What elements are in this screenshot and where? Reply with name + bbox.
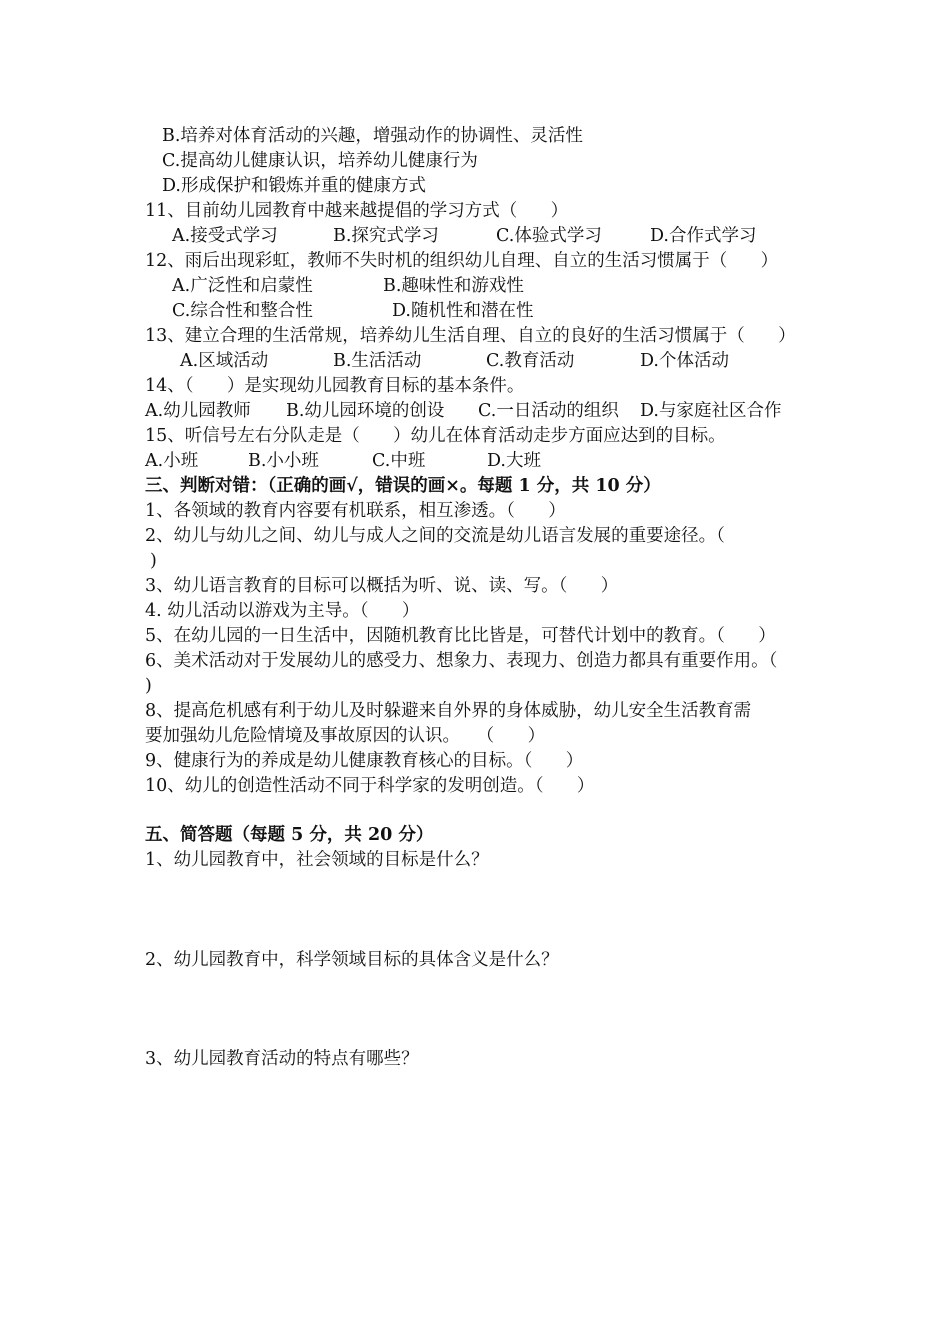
q12-option-d: D.随机性和潜在性 bbox=[392, 301, 534, 321]
q11-option-d: D.合作式学习 bbox=[650, 226, 757, 246]
q14-stem: 14、（ ）是实现幼儿园教育目标的基本条件。 bbox=[145, 376, 525, 396]
q13-stem: 13、建立合理的生活常规，培养幼儿生活自理、自立的良好的生活习惯属于（ ） bbox=[145, 326, 796, 346]
section3-title: 三、判断对错：（正确的画√，错误的画×。每题 1 分，共 10 分） bbox=[145, 476, 661, 496]
short-answer-2: 2、幼儿园教育中，科学领域目标的具体含义是什么？ bbox=[145, 950, 559, 970]
tf-question-2: 2、幼儿与幼儿之间、幼儿与成人之间的交流是幼儿语言发展的重要途径。（ bbox=[145, 526, 725, 546]
q12-option-a: A.广泛性和启蒙性 bbox=[172, 276, 313, 296]
q13-option-c: C.教育活动 bbox=[486, 351, 575, 371]
section5-title: 五、简答题（每题 5 分，共 20 分） bbox=[145, 825, 434, 845]
tf-question-9: 9、健康行为的养成是幼儿健康教育核心的目标。（ ） bbox=[145, 751, 584, 771]
tf-question-6: 6、美术活动对于发展幼儿的感受力、想象力、表现力、创造力都具有重要作用。（ bbox=[145, 651, 778, 671]
tf-question-8-cont: 要加强幼儿危险情境及事故原因的认识。 （ ） bbox=[145, 726, 546, 746]
q14-option-c: C.一日活动的组织 bbox=[478, 401, 619, 421]
tf-question-5: 5、在幼儿园的一日生活中，因随机教育比比皆是，可替代计划中的教育。（ ） bbox=[145, 626, 776, 646]
q13-option-d: D.个体活动 bbox=[640, 351, 729, 371]
tf-question-4: 4. 幼儿活动以游戏为主导。（ ） bbox=[145, 601, 420, 621]
tf-question-3: 3、幼儿语言教育的目标可以概括为听、说、读、写。（ ） bbox=[145, 576, 619, 596]
q12-option-c: C.综合性和整合性 bbox=[172, 301, 313, 321]
tf-question-2-end: ) bbox=[150, 551, 157, 571]
q11-option-b: B.探究式学习 bbox=[333, 226, 439, 246]
q15-option-c: C.中班 bbox=[372, 451, 426, 471]
short-answer-1: 1、幼儿园教育中，社会领域的目标是什么？ bbox=[145, 850, 489, 870]
q13-option-a: A.区域活动 bbox=[180, 351, 269, 371]
q15-option-d: D.大班 bbox=[487, 451, 541, 471]
tf-question-10: 10、幼儿的创造性活动不同于科学家的发明创造。（ ） bbox=[145, 776, 595, 796]
q14-option-b: B.幼儿园环境的创设 bbox=[286, 401, 445, 421]
q12-option-b: B.趣味性和游戏性 bbox=[383, 276, 524, 296]
q14-option-d: D.与家庭社区合作 bbox=[640, 401, 782, 421]
q10-option-d: D.形成保护和锻炼并重的健康方式 bbox=[162, 176, 426, 196]
short-answer-3: 3、幼儿园教育活动的特点有哪些？ bbox=[145, 1049, 419, 1069]
q15-option-a: A.小班 bbox=[145, 451, 199, 471]
tf-question-6-end: ) bbox=[145, 676, 152, 696]
q11-stem: 11、目前幼儿园教育中越来越提倡的学习方式（ ） bbox=[145, 201, 569, 221]
q15-option-b: B.小小班 bbox=[248, 451, 319, 471]
q15-stem: 15、听信号左右分队走是（ ）幼儿在体育活动走步方面应达到的目标。 bbox=[145, 426, 726, 446]
q13-option-b: B.生活活动 bbox=[333, 351, 422, 371]
q10-option-c: C.提高幼儿健康认识，培养幼儿健康行为 bbox=[162, 151, 478, 171]
tf-question-1: 1、各领域的教育内容要有机联系，相互渗透。（ ） bbox=[145, 501, 566, 521]
q12-stem: 12、雨后出现彩虹，教师不失时机的组织幼儿自理、自立的生活习惯属于（ ） bbox=[145, 251, 779, 271]
q14-option-a: A.幼儿园教师 bbox=[145, 401, 251, 421]
q11-option-c: C.体验式学习 bbox=[496, 226, 602, 246]
q10-option-b: B.培养对体育活动的兴趣，增强动作的协调性、灵活性 bbox=[162, 126, 583, 146]
q11-option-a: A.接受式学习 bbox=[172, 226, 278, 246]
tf-question-8: 8、提高危机感有利于幼儿及时躲避来自外界的身体威胁，幼儿安全生活教育需 bbox=[145, 701, 752, 721]
